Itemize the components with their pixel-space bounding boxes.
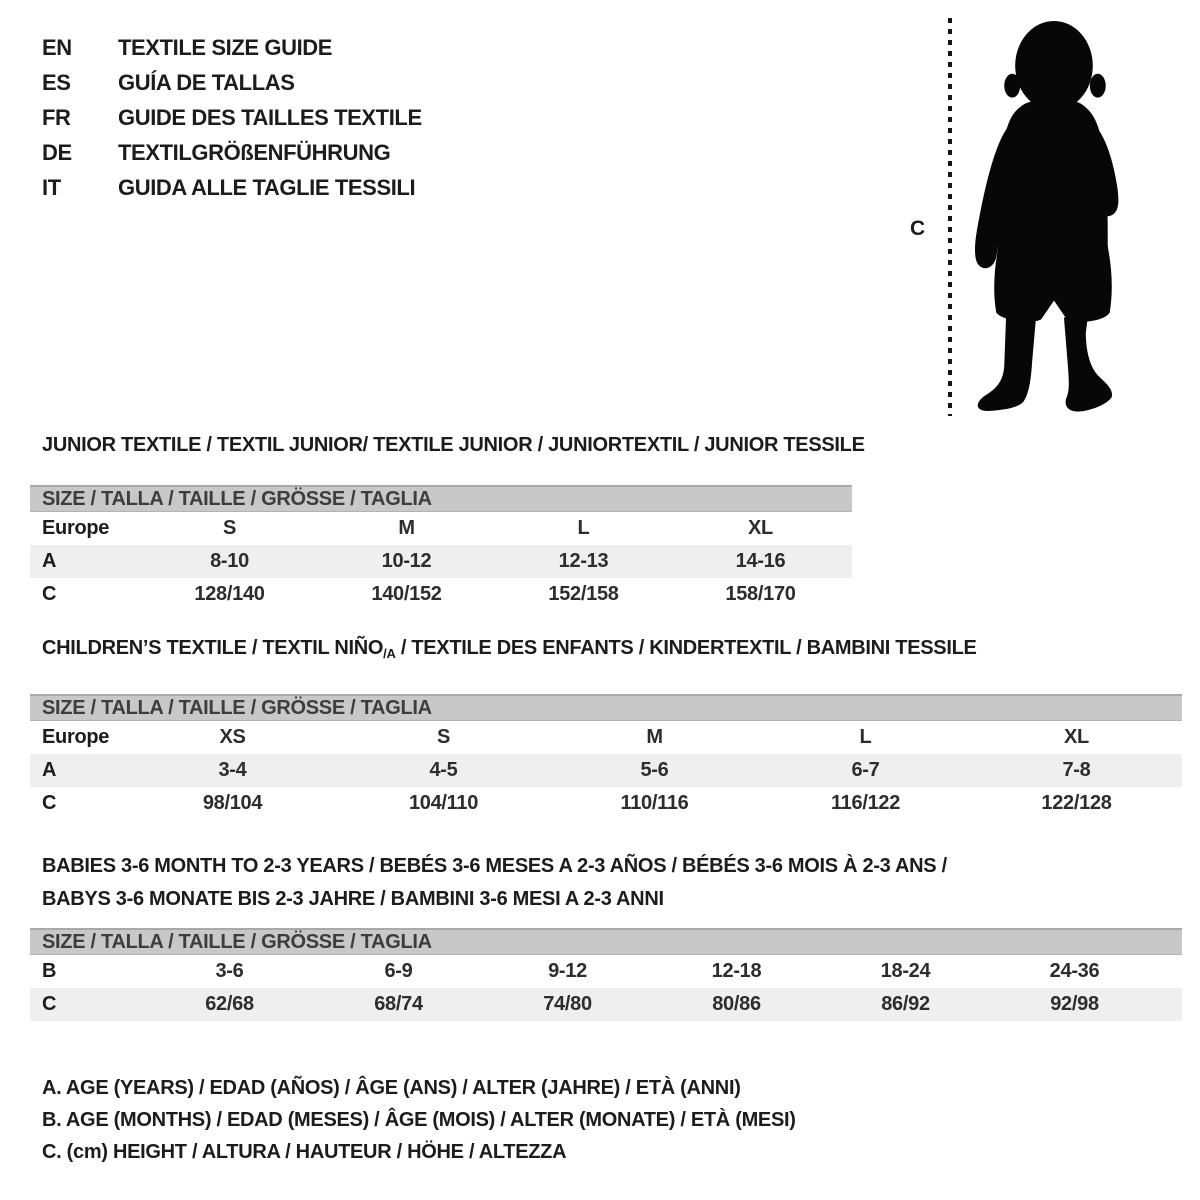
age-cell: 24-36 [1049, 960, 1100, 982]
language-code: IT [42, 174, 61, 200]
row-label: C [42, 792, 57, 814]
age-cell: 7-8 [1062, 759, 1091, 781]
table-row-months [30, 955, 1182, 988]
age-cell: 18-24 [880, 960, 931, 982]
size-header-bar [30, 928, 1182, 955]
size-header-label: SIZE / TALLA / TAILLE / GRÖSSE / TAGLIA [42, 930, 432, 953]
height-cell: 128/140 [194, 583, 265, 605]
children-table-title [42, 636, 977, 666]
height-cell: 104/110 [408, 792, 479, 814]
language-code: DE [42, 139, 72, 165]
children-title-suffix: / TEXTILE DES ENFANTS / KINDERTEXTIL / BAMBINI TESSILE [395, 637, 977, 659]
size-header-bar [30, 485, 852, 512]
row-label: C [42, 993, 57, 1015]
age-cell: 12-18 [711, 960, 762, 982]
age-cell: 9-12 [548, 960, 587, 982]
guide-title: GUIDA ALLE TAGLIE TESSILI [118, 174, 416, 200]
size-cell: XL [748, 517, 773, 539]
language-code: EN [42, 34, 72, 60]
language-title-list [42, 30, 422, 205]
height-cell: 80/86 [712, 993, 761, 1015]
table-row-europe [30, 512, 852, 545]
size-cell: M [646, 726, 663, 748]
height-cell: 62/68 [205, 993, 254, 1015]
legend-line-b: B. AGE (MONTHS) / EDAD (MESES) / ÂGE (MOIS) / ALTER (MONATE) / ETÀ (MESI) [42, 1109, 796, 1131]
size-cell: M [398, 517, 415, 539]
height-cell: 86/92 [881, 993, 930, 1015]
age-cell: 4-5 [429, 759, 458, 781]
junior-size-table [30, 485, 852, 611]
children-title-prefix: CHILDREN’S TEXTILE / TEXTIL NIÑO [42, 637, 384, 659]
row-label: A [42, 759, 57, 781]
table-row-height [30, 787, 1182, 820]
height-cell: 116/122 [830, 792, 901, 814]
guide-title: GUÍA DE TALLAS [118, 69, 295, 95]
legend-line-a: A. AGE (YEARS) / EDAD (AÑOS) / ÂGE (ANS) / ALTER (JAHRE) / ETÀ (ANNI) [42, 1077, 741, 1099]
age-cell: 8-10 [210, 550, 249, 572]
age-cell: 12-13 [558, 550, 609, 572]
language-code: ES [42, 69, 71, 95]
language-row-en [42, 30, 422, 65]
height-cell: 92/98 [1050, 993, 1099, 1015]
row-label: Europe [42, 517, 110, 539]
language-code: FR [42, 104, 71, 130]
language-row-es [42, 65, 422, 100]
height-cell: 122/128 [1041, 792, 1112, 814]
guide-title: TEXTILE SIZE GUIDE [118, 34, 333, 60]
row-label: C [42, 583, 57, 605]
size-cell: S [222, 517, 237, 539]
size-header-label: SIZE / TALLA / TAILLE / GRÖSSE / TAGLIA [42, 487, 432, 510]
height-cell: 74/80 [543, 993, 592, 1015]
row-label: B [42, 960, 57, 982]
size-header-bar [30, 694, 1182, 721]
table-row-height [30, 988, 1182, 1021]
table-row-height [30, 578, 852, 611]
age-cell: 5-6 [640, 759, 669, 781]
height-cell: 152/158 [548, 583, 619, 605]
height-measure-dashed-line [948, 18, 952, 416]
language-row-fr [42, 100, 422, 135]
size-cell: XS [219, 726, 246, 748]
age-cell: 6-9 [384, 960, 413, 982]
toddler-silhouette-icon [964, 20, 1138, 416]
babies-size-table [30, 928, 1182, 1021]
table-row-age [30, 545, 852, 578]
guide-title: TEXTILGRÖßENFÜHRUNG [118, 139, 391, 165]
age-cell: 3-4 [218, 759, 247, 781]
language-row-de [42, 135, 422, 170]
height-measure-label: C [910, 217, 926, 240]
size-header-label: SIZE / TALLA / TAILLE / GRÖSSE / TAGLIA [42, 696, 432, 719]
age-cell: 14-16 [735, 550, 786, 572]
row-label: A [42, 550, 57, 572]
legend-line-c: C. (cm) HEIGHT / ALTURA / HAUTEUR / HÖHE / ALTEZZA [42, 1141, 567, 1163]
age-cell: 3-6 [215, 960, 244, 982]
height-cell: 68/74 [374, 993, 423, 1015]
babies-title-line2: BABYS 3-6 MONATE BIS 2-3 JAHRE / BAMBINI 3-6 MESI A 2-3 ANNI [42, 888, 664, 910]
size-cell: L [577, 517, 590, 539]
height-cell: 140/152 [371, 583, 442, 605]
height-cell: 110/116 [620, 792, 689, 814]
babies-table-title [42, 850, 947, 916]
babies-title-line1: BABIES 3-6 MONTH TO 2-3 YEARS / BEBÉS 3-6 MESES A 2-3 AÑOS / BÉBÉS 3-6 MOIS À 2-3 ANS / [42, 855, 947, 877]
language-row-it [42, 170, 422, 205]
height-cell: 158/170 [725, 583, 796, 605]
age-cell: 10-12 [381, 550, 432, 572]
size-cell: S [436, 726, 451, 748]
guide-title: GUIDE DES TAILLES TEXTILE [118, 104, 422, 130]
measurement-legend [42, 1072, 796, 1168]
age-cell: 6-7 [851, 759, 880, 781]
junior-table-title: JUNIOR TEXTILE / TEXTIL JUNIOR/ TEXTILE JUNIOR / JUNIORTEXTIL / JUNIOR TESSILE [42, 434, 865, 456]
table-row-europe [30, 721, 1182, 754]
children-size-table [30, 694, 1182, 820]
children-title-sub: /A [383, 646, 396, 661]
row-label: Europe [42, 726, 110, 748]
table-row-age [30, 754, 1182, 787]
height-cell: 98/104 [202, 792, 263, 814]
size-cell: L [859, 726, 872, 748]
size-cell: XL [1064, 726, 1089, 748]
